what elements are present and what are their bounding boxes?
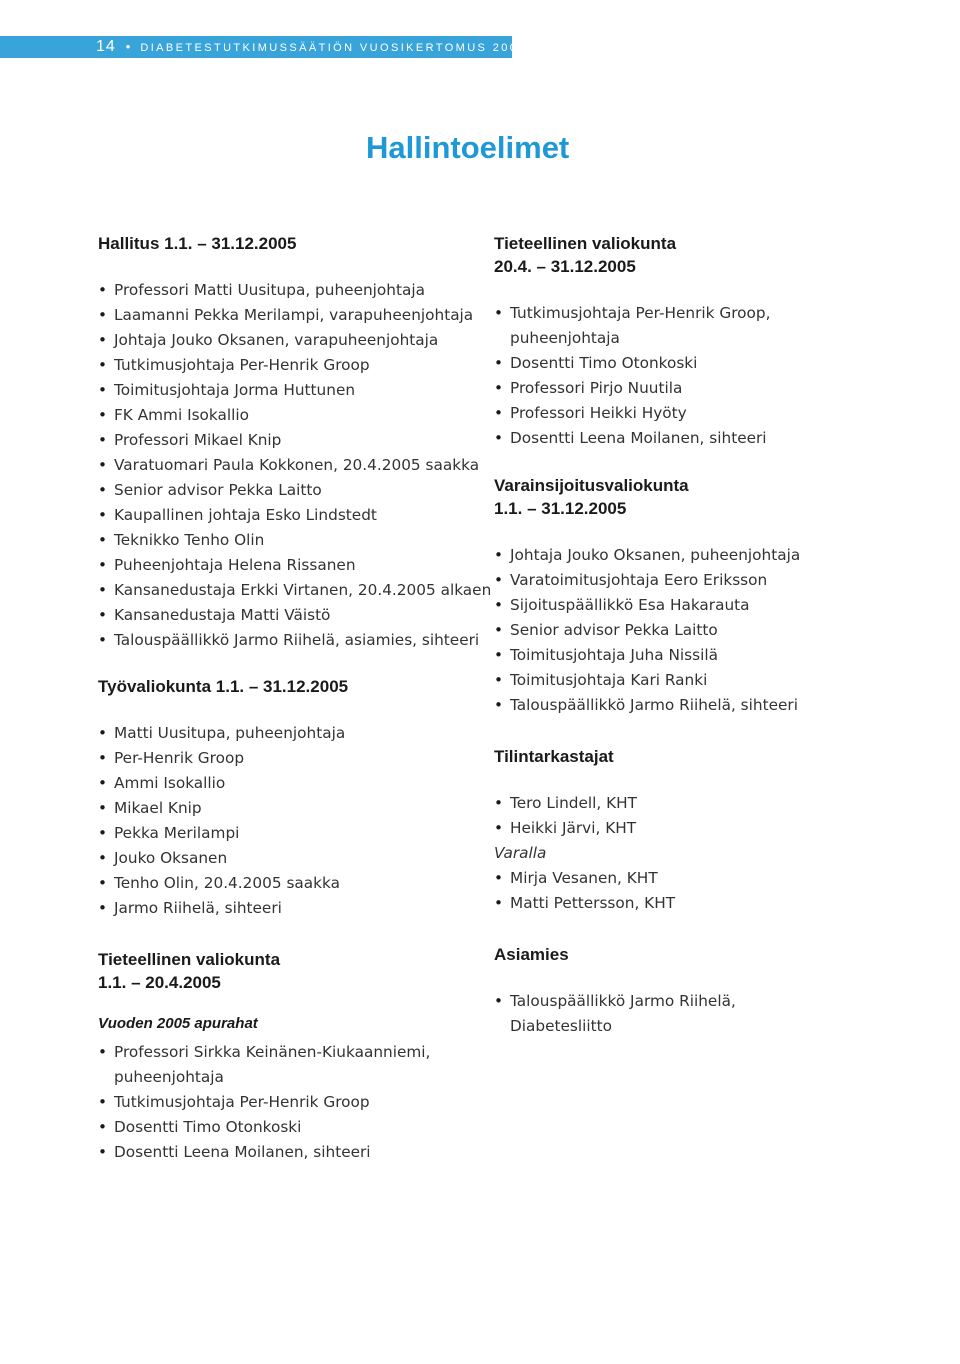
section-title: Asiamies bbox=[494, 945, 569, 964]
list-item-line: • Dosentti Timo Otonkoski bbox=[510, 354, 698, 372]
header-separator: • bbox=[125, 39, 131, 54]
section-title-period: 20.4. – 31.12.2005 bbox=[494, 257, 636, 276]
list-item-line: • Talouspäällikkö Jarmo Riihelä, bbox=[510, 992, 736, 1010]
section-title: Työvaliokunta 1.1. – 31.12.2005 bbox=[98, 677, 349, 696]
member-list bbox=[98, 278, 498, 653]
list-item: • Pekka Merilampi bbox=[98, 821, 498, 846]
list-item: • Senior advisor Pekka Laitto bbox=[98, 478, 498, 503]
list-item: • Sijoituspäällikkö Esa Hakarauta bbox=[494, 593, 894, 618]
list-item: • Johtaja Jouko Oksanen, puheenjohtaja bbox=[494, 543, 894, 568]
section-title bbox=[494, 474, 894, 520]
list-item: • Senior advisor Pekka Laitto bbox=[494, 618, 894, 643]
list-item-line: • Dosentti Leena Moilanen, sihteeri bbox=[510, 429, 767, 447]
list-item: • Kaupallinen johtaja Esko Lindstedt bbox=[98, 503, 498, 528]
list-item-line: puheenjohtaja bbox=[510, 329, 620, 347]
list-item: • Talouspäällikkö Jarmo Riihelä, asiamies, sihteeri bbox=[98, 628, 498, 653]
list-item: • Jouko Oksanen bbox=[98, 846, 498, 871]
section-title: Hallitus 1.1. – 31.12.2005 bbox=[98, 234, 297, 253]
section-tyovaliokunta bbox=[98, 675, 498, 921]
list-item: • Tero Lindell, KHT bbox=[494, 791, 894, 816]
list-item: • Tutkimusjohtaja Per-Henrik Groop bbox=[98, 353, 498, 378]
list-item bbox=[98, 1090, 498, 1115]
list-item: • Mikael Knip bbox=[98, 796, 498, 821]
list-item bbox=[98, 1140, 498, 1165]
list-item: • Ammi Isokallio bbox=[98, 771, 498, 796]
list-item-line: puheenjohtaja bbox=[114, 1068, 224, 1086]
list-item: • FK Ammi Isokallio bbox=[98, 403, 498, 428]
list-item: • Jarmo Riihelä, sihteeri bbox=[98, 896, 498, 921]
section-title-line: Varainsijoitusvaliokunta bbox=[494, 476, 689, 495]
list-item bbox=[98, 1040, 498, 1090]
list-item: • Professori Mikael Knip bbox=[98, 428, 498, 453]
list-item: • Talouspäällikkö Jarmo Riihelä, sihteeri bbox=[494, 693, 894, 718]
right-column bbox=[494, 232, 894, 1039]
list-item: • Varatuomari Paula Kokkonen, 20.4.2005 saakka bbox=[98, 453, 498, 478]
list-item: • Kansanedustaja Erkki Virtanen, 20.4.2005 alkaen bbox=[98, 578, 498, 603]
section-tieteellinen-valiokunta-1 bbox=[98, 948, 498, 1165]
list-item: • Per-Henrik Groop bbox=[98, 746, 498, 771]
list-item: • Kansanedustaja Matti Väistö bbox=[98, 603, 498, 628]
section-tilintarkastajat bbox=[494, 745, 894, 916]
list-item bbox=[494, 989, 894, 1039]
section-varainsijoitusvaliokunta bbox=[494, 474, 894, 718]
list-item: • Varatoimitusjohtaja Eero Eriksson bbox=[494, 568, 894, 593]
list-item-line: • Professori Sirkka Keinänen-Kiukaanniemi, bbox=[114, 1043, 431, 1061]
auditor-list bbox=[494, 791, 894, 916]
header-bar bbox=[0, 36, 527, 58]
list-item: • Johtaja Jouko Oksanen, varapuheenjohtaja bbox=[98, 328, 498, 353]
list-item: • Matti Uusitupa, puheenjohtaja bbox=[98, 721, 498, 746]
list-item-line: • Professori Pirjo Nuutila bbox=[510, 379, 683, 397]
list-item: • Mirja Vesanen, KHT bbox=[494, 866, 894, 891]
member-list bbox=[494, 301, 894, 451]
section-tieteellinen-valiokunta-2 bbox=[494, 232, 894, 451]
list-item-line: • Professori Heikki Hyöty bbox=[510, 404, 687, 422]
section-title: Tilintarkastajat bbox=[494, 747, 614, 766]
list-item-line: • Tutkimusjohtaja Per-Henrik Groop, bbox=[510, 304, 771, 322]
list-item: • Professori Matti Uusitupa, puheenjohtaja bbox=[98, 278, 498, 303]
list-item-line: • Tutkimusjohtaja Per-Henrik Groop bbox=[114, 1093, 370, 1111]
left-column bbox=[98, 232, 498, 1165]
section-title-line: Tieteellinen valiokunta bbox=[494, 234, 677, 253]
section-title bbox=[98, 948, 498, 994]
list-item bbox=[494, 351, 894, 376]
running-header bbox=[96, 36, 527, 58]
varalla-label: Varalla bbox=[494, 844, 547, 862]
list-item: • Teknikko Tenho Olin bbox=[98, 528, 498, 553]
section-title-period: 1.1. – 31.12.2005 bbox=[494, 499, 627, 518]
list-item: • Tenho Olin, 20.4.2005 saakka bbox=[98, 871, 498, 896]
list-item: • Puheenjohtaja Helena Rissanen bbox=[98, 553, 498, 578]
section-title-period: 1.1. – 20.4.2005 bbox=[98, 973, 221, 992]
list-item bbox=[494, 301, 894, 351]
running-title: DIABETESTUTKIMUSSÄÄTIÖN VUOSIKERTOMUS 2005 bbox=[140, 42, 527, 54]
list-item: • Heikki Järvi, KHT bbox=[494, 816, 894, 841]
page-title: Hallintoelimet bbox=[366, 130, 570, 165]
list-item bbox=[494, 401, 894, 426]
member-list bbox=[494, 543, 894, 718]
section-subtitle: Vuoden 2005 apurahat bbox=[98, 1015, 258, 1032]
list-item-line: • Dosentti Timo Otonkoski bbox=[114, 1118, 302, 1136]
section-title-line: Tieteellinen valiokunta bbox=[98, 950, 281, 969]
section-title bbox=[494, 232, 894, 278]
page-number: 14 bbox=[96, 38, 116, 55]
list-item: • Laamanni Pekka Merilampi, varapuheenjohtaja bbox=[98, 303, 498, 328]
list-item: • Toimitusjohtaja Jorma Huttunen bbox=[98, 378, 498, 403]
list-item bbox=[98, 1115, 498, 1140]
list-item: • Toimitusjohtaja Juha Nissilä bbox=[494, 643, 894, 668]
member-list bbox=[98, 1040, 498, 1165]
member-list bbox=[494, 989, 894, 1039]
member-list bbox=[98, 721, 498, 921]
list-item: • Toimitusjohtaja Kari Ranki bbox=[494, 668, 894, 693]
list-item: • Matti Pettersson, KHT bbox=[494, 891, 894, 916]
section-hallitus bbox=[98, 232, 498, 653]
list-item-line: • Dosentti Leena Moilanen, sihteeri bbox=[114, 1143, 371, 1161]
list-item bbox=[494, 376, 894, 401]
list-item-line: Diabetesliitto bbox=[510, 1017, 613, 1035]
list-item bbox=[494, 426, 894, 451]
section-asiamies bbox=[494, 943, 894, 1039]
